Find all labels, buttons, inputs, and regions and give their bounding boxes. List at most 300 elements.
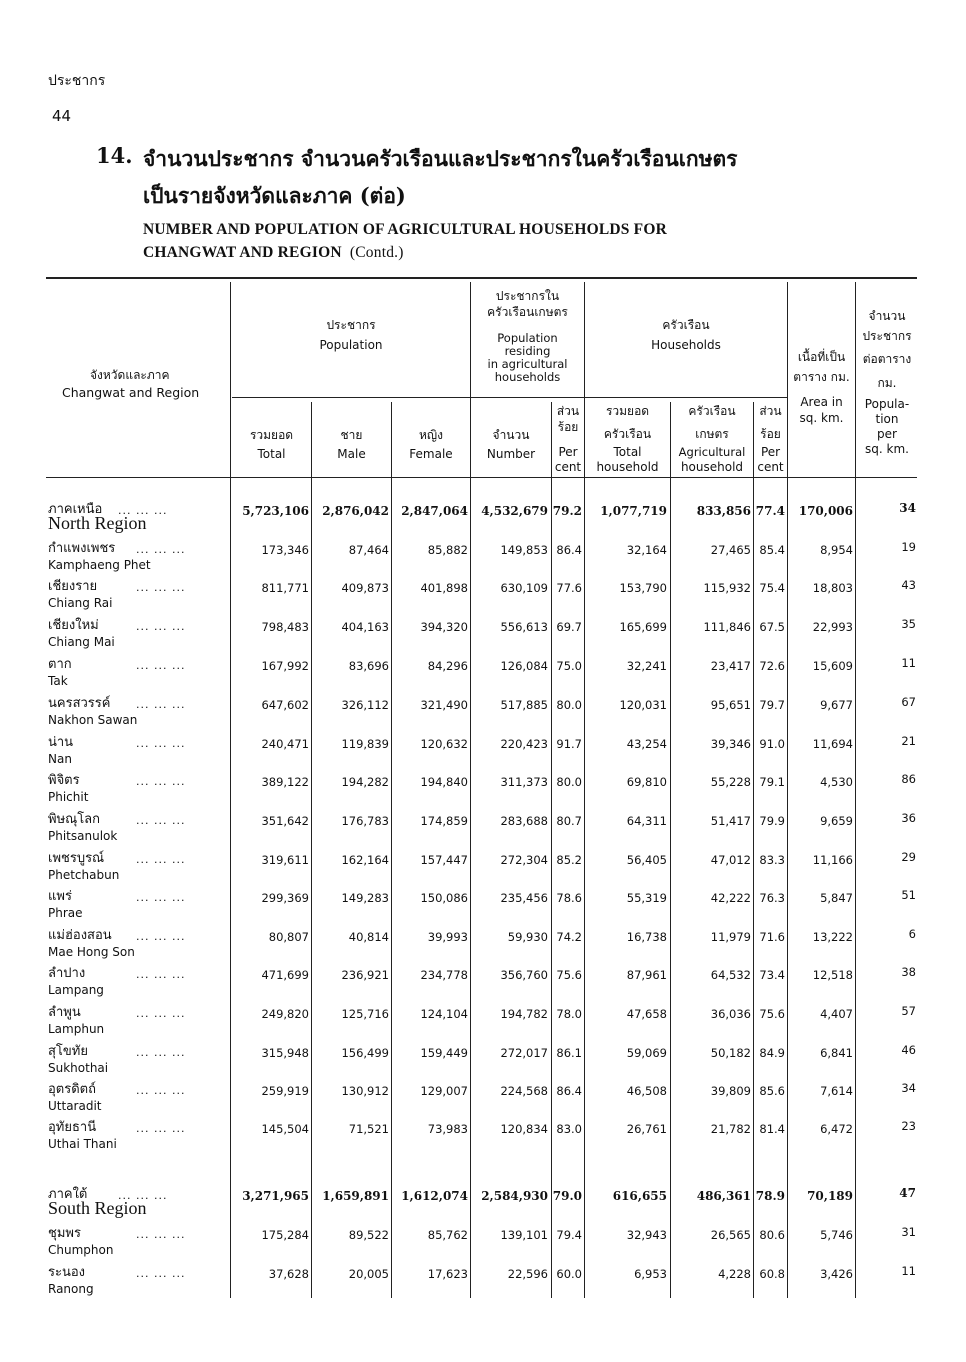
leader-dots: ... ... ... [136,620,186,633]
cell-female: 394,320 [420,620,468,634]
cell-hh-agri: 36,036 [710,1007,751,1021]
col-region-th: จังหวัดและภาค [90,368,170,382]
cell-female: 174,859 [420,814,468,828]
col-female-th: หญิง [419,428,443,442]
cell-hh-pct: 78.9 [755,1189,785,1203]
leader-dots: ... ... ... [136,581,186,594]
cell-total: 37,628 [268,1267,309,1281]
cell-hh-pct: 85.4 [759,543,785,557]
cell-area: 8,954 [820,543,853,557]
cell-density: 46 [901,1043,916,1057]
cell-hh-pct: 84.9 [759,1046,785,1060]
row-name-thai: ชุมพร [48,1226,81,1241]
cell-agri-num: 272,017 [500,1046,548,1060]
row-name-thai: ภาคใต้ [48,1187,88,1202]
cell-total: 240,471 [261,737,309,751]
cell-agri-num: 220,423 [500,737,548,751]
cell-female: 321,490 [420,698,468,712]
row-name-english: Tak [48,674,68,688]
cell-agri-pct: 80.7 [556,814,582,828]
leader-dots: ... ... ... [136,930,186,943]
cell-agri-pct: 60.0 [556,1267,582,1281]
cell-area: 6,472 [820,1122,853,1136]
row-name-thai: ตาก [48,657,72,672]
col-area-th2: ตาราง กม. [793,370,850,384]
cell-total: 80,807 [268,930,309,944]
row-name-thai: พิจิตร [48,773,80,788]
leader-dots: ... ... ... [136,853,186,866]
cell-male: 1,659,891 [322,1189,389,1203]
row-name-english: Chiang Mai [48,635,115,649]
row-name-english: Lampang [48,983,104,997]
cell-hh-agri: 111,846 [703,620,751,634]
row-name-thai: อุทัยธานี [48,1120,97,1135]
cell-hh-pct: 79.9 [759,814,785,828]
col-density-th2: ประชากร [862,329,912,343]
cell-area: 70,189 [807,1189,853,1203]
cell-female: 159,449 [420,1046,468,1060]
col-hhtotal-th1: รวมยอด [605,404,650,418]
section-label: ประชากร [48,73,106,89]
cell-male: 156,499 [341,1046,389,1060]
cell-male: 236,921 [341,968,389,982]
cell-total: 811,771 [261,581,309,595]
cell-agri-num: 22,596 [507,1267,548,1281]
cell-hh-agri: 39,809 [710,1084,751,1098]
row-name-english: Ranong [48,1282,94,1296]
cell-hh-agri: 27,465 [710,543,751,557]
col-divider [311,402,312,1298]
col-hhtotal-th2: ครัวเรือน [603,427,652,441]
col-agripop-th1: ประชากรใน [495,289,560,303]
cell-hh-total: 32,164 [626,543,667,557]
cell-female: 1,612,074 [401,1189,468,1203]
cell-hh-pct: 72.6 [759,659,785,673]
cell-male: 83,696 [348,659,389,673]
cell-male: 409,873 [341,581,389,595]
col-density-en2: tion [875,412,899,426]
cell-hh-pct: 71.6 [759,930,785,944]
cell-hh-total: 46,508 [626,1084,667,1098]
leader-dots: ... ... ... [136,659,186,672]
cell-area: 5,746 [820,1228,853,1242]
col-number-en: Number [486,447,536,461]
cell-hh-pct: 67.5 [759,620,785,634]
row-name-thai: เพชรบูรณ์ [48,851,105,866]
cell-female: 2,847,064 [401,504,468,518]
cell-male: 149,283 [341,891,389,905]
col-area-th1: เนื้อที่เป็น [797,350,846,364]
cell-hh-total: 616,655 [612,1189,667,1203]
row-name-english: Uthai Thani [48,1137,117,1151]
row-name-english: Nakhon Sawan [48,713,138,727]
cell-agri-pct: 80.0 [556,775,582,789]
cell-total: 471,699 [261,968,309,982]
col-hhtotal-en2: household [596,460,659,474]
row-name-thai: กำแพงเพชร [48,541,116,556]
row-name-english: Phichit [48,790,89,804]
cell-hh-pct: 77.4 [755,504,785,518]
cell-female: 124,104 [420,1007,468,1021]
cell-female: 194,840 [420,775,468,789]
cell-density: 51 [901,888,916,902]
cell-area: 7,614 [820,1084,853,1098]
cell-agri-pct: 74.2 [556,930,582,944]
cell-agri-pct: 83.0 [556,1122,582,1136]
leader-dots: ... ... ... [118,1189,168,1202]
cell-agri-num: 272,304 [500,853,548,867]
cell-female: 234,778 [420,968,468,982]
col-region-en: Changwat and Region [62,385,200,400]
cell-agri-pct: 79.4 [556,1228,582,1242]
cell-female: 157,447 [420,853,468,867]
col-male-th: ชาย [340,428,363,442]
col-density-en3: per [877,427,897,441]
col-agripop-en1: Population [497,331,558,345]
cell-agri-num: 224,568 [500,1084,548,1098]
cell-total: 249,820 [261,1007,309,1021]
cell-hh-pct: 83.3 [759,853,785,867]
cell-female: 85,882 [427,543,468,557]
col-agripop-en2: residing [504,344,551,358]
cell-area: 22,993 [812,620,853,634]
row-name-english: South Region [48,1198,147,1218]
cell-density: 35 [901,617,916,631]
cell-female: 73,983 [427,1122,468,1136]
cell-density: 34 [901,1081,916,1095]
col-divider [787,282,788,1298]
row-name-thai: เชียงราย [48,579,98,594]
cell-hh-pct: 91.0 [759,737,785,751]
cell-hh-pct: 80.6 [759,1228,785,1242]
cell-hh-agri: 833,856 [696,504,751,518]
cell-hh-pct: 79.1 [759,775,785,789]
cell-agri-num: 283,688 [500,814,548,828]
cell-area: 4,530 [820,775,853,789]
cell-female: 120,632 [420,737,468,751]
cell-male: 194,282 [341,775,389,789]
cell-agri-pct: 91.7 [556,737,582,751]
cell-density: 21 [901,734,916,748]
page-number: 44 [52,107,72,125]
cell-agri-pct: 79.2 [552,504,582,518]
row-name-english: Phrae [48,906,83,920]
cell-male: 71,521 [348,1122,389,1136]
col-density-en1: Popula- [864,397,910,411]
cell-agri-num: 235,456 [500,891,548,905]
col-male-en: Male [337,447,366,461]
cell-hh-total: 47,658 [626,1007,667,1021]
cell-area: 12,518 [812,968,853,982]
col-divider [753,402,754,1298]
cell-hh-agri: 39,346 [710,737,751,751]
cell-density: 31 [901,1225,916,1239]
leader-dots: ... ... ... [136,968,186,981]
cell-female: 85,762 [427,1228,468,1242]
cell-agri-num: 126,084 [500,659,548,673]
col-female-en: Female [409,447,453,461]
title-en-line2: CHANGWAT AND REGION (Contd.) [143,244,404,261]
col-hhpct-en1: Per [760,445,781,459]
col-agripop-en4: households [494,370,561,384]
row-name-english: Nan [48,752,72,766]
cell-female: 84,296 [427,659,468,673]
cell-male: 326,112 [341,698,389,712]
cell-hh-total: 1,077,719 [600,504,667,518]
cell-total: 299,369 [261,891,309,905]
leader-dots: ... ... ... [136,814,186,827]
cell-agri-num: 149,853 [500,543,548,557]
col-density-th4: กม. [877,376,897,390]
cell-area: 9,677 [820,698,853,712]
cell-agri-num: 311,373 [500,775,548,789]
cell-female: 39,993 [427,930,468,944]
cell-density: 34 [899,501,916,515]
leader-dots: ... ... ... [136,698,186,711]
cell-agri-num: 517,885 [500,698,548,712]
cell-agri-pct: 75.6 [556,968,582,982]
row-name-english: Uttaradit [48,1099,102,1113]
cell-density: 11 [901,1264,916,1278]
row-name-thai: อุตรดิตถ์ [48,1082,96,1097]
cell-agri-num: 194,782 [500,1007,548,1021]
col-households-th: ครัวเรือน [662,318,710,332]
cell-total: 175,284 [261,1228,309,1242]
title-thai-line2: เป็นรายจังหวัดและภาค (ต่อ) [143,183,406,208]
col-area-en2: sq. km. [799,411,844,425]
col-total-en: Total [257,447,286,461]
cell-hh-pct: 75.6 [759,1007,785,1021]
cell-hh-total: 26,761 [626,1122,667,1136]
cell-density: 11 [901,656,916,670]
cell-density: 57 [901,1004,916,1018]
cell-hh-agri: 55,228 [710,775,751,789]
cell-area: 4,407 [820,1007,853,1021]
row-name-english: Chiang Rai [48,596,113,610]
cell-total: 319,611 [261,853,309,867]
cell-area: 11,694 [812,737,853,751]
cell-density: 23 [901,1119,916,1133]
cell-area: 170,006 [798,504,853,518]
cell-hh-total: 120,031 [619,698,667,712]
col-pct-en2: cent [554,460,582,474]
col-hhpct-th1: ส่วน [759,404,782,418]
col-divider [230,282,231,1298]
cell-male: 404,163 [341,620,389,634]
row-name-english: Phitsanulok [48,829,118,843]
cell-hh-pct: 85.6 [759,1084,785,1098]
cell-hh-agri: 51,417 [710,814,751,828]
cell-male: 162,164 [341,853,389,867]
row-name-english: Chumphon [48,1243,114,1257]
cell-male: 20,005 [348,1267,389,1281]
col-number-th: จำนวน [492,428,530,442]
row-name-english: Mae Hong Son [48,945,135,959]
cell-area: 5,847 [820,891,853,905]
cell-agri-num: 139,101 [500,1228,548,1242]
cell-agri-num: 4,532,679 [481,504,548,518]
table-number: 14. [96,143,133,168]
cell-agri-pct: 86.4 [556,1084,582,1098]
col-hhagri-th1: ครัวเรือน [688,404,736,418]
cell-hh-pct: 60.8 [759,1267,785,1281]
cell-hh-agri: 95,651 [710,698,751,712]
cell-agri-pct: 79.0 [552,1189,582,1203]
header-sub-rule [232,397,787,398]
title-en-line1: NUMBER AND POPULATION OF AGRICULTURAL HOUSEHOLDS FOR [143,221,667,238]
col-hhagri-th2: เกษตร [695,427,729,441]
cell-agri-num: 356,760 [500,968,548,982]
col-hhpct-th2: ร้อย [760,427,781,441]
col-divider [391,402,392,1298]
cell-hh-agri: 486,361 [696,1189,751,1203]
leader-dots: ... ... ... [136,775,186,788]
cell-agri-pct: 86.4 [556,543,582,557]
cell-hh-pct: 79.7 [759,698,785,712]
cell-total: 315,948 [261,1046,309,1060]
leader-dots: ... ... ... [136,1228,186,1241]
cell-hh-agri: 4,228 [718,1267,751,1281]
col-area-en1: Area in [800,395,843,409]
cell-agri-pct: 78.0 [556,1007,582,1021]
leader-dots: ... ... ... [136,543,186,556]
cell-hh-total: 87,961 [626,968,667,982]
cell-hh-pct: 73.4 [759,968,785,982]
cell-female: 401,898 [420,581,468,595]
cell-male: 176,783 [341,814,389,828]
cell-total: 647,602 [261,698,309,712]
cell-hh-agri: 115,932 [703,581,751,595]
table-top-rule [46,277,917,279]
row-name-thai: ระนอง [48,1265,86,1280]
cell-density: 67 [901,695,916,709]
cell-density: 36 [901,811,916,825]
cell-male: 119,839 [341,737,389,751]
cell-total: 798,483 [261,620,309,634]
cell-density: 86 [901,772,916,786]
cell-total: 3,271,965 [242,1189,309,1203]
col-pct-en1: Per [558,445,578,459]
cell-agri-pct: 85.2 [556,853,582,867]
title-thai-line1: จำนวนประชากร จำนวนครัวเรือนและประชากรในครัวเรือนเกษตร [143,146,738,171]
cell-total: 5,723,106 [242,504,309,518]
cell-hh-agri: 23,417 [710,659,751,673]
col-pct-th1: ส่วน [556,404,580,418]
cell-area: 6,841 [820,1046,853,1060]
leader-dots: ... ... ... [136,1122,186,1135]
col-hhpct-en2: cent [757,460,784,474]
leader-dots: ... ... ... [136,1007,186,1020]
cell-female: 17,623 [427,1267,468,1281]
leader-dots: ... ... ... [136,891,186,904]
cell-agri-num: 120,834 [500,1122,548,1136]
cell-hh-total: 69,810 [626,775,667,789]
cell-hh-pct: 76.3 [759,891,785,905]
cell-male: 40,814 [348,930,389,944]
cell-hh-total: 165,699 [619,620,667,634]
row-name-thai: น่าน [48,735,74,750]
cell-female: 150,086 [420,891,468,905]
row-name-thai: พิษณุโลก [48,812,101,827]
cell-agri-pct: 69.7 [556,620,582,634]
cell-total: 259,919 [261,1084,309,1098]
leader-dots: ... ... ... [136,1046,186,1059]
row-name-thai: แม่ฮ่องสอน [48,928,112,943]
cell-total: 389,122 [261,775,309,789]
col-hhagri-en2: household [680,460,744,474]
cell-hh-total: 16,738 [626,930,667,944]
cell-agri-num: 556,613 [500,620,548,634]
col-density-th1: จำนวน [868,309,906,323]
col-agripop-th2: ครัวเรือนเกษตร [487,305,568,319]
cell-area: 9,659 [820,814,853,828]
col-hhtotal-en1: Total [613,445,642,459]
cell-hh-total: 55,319 [626,891,667,905]
cell-hh-pct: 81.4 [759,1122,785,1136]
cell-area: 11,166 [812,853,853,867]
leader-dots: ... ... ... [118,504,168,517]
cell-density: 38 [901,965,916,979]
col-density-th3: ต่อตาราง [862,352,912,366]
row-name-thai: เชียงใหม่ [48,618,99,633]
row-name-thai: ลำปาง [48,966,86,981]
cell-agri-pct: 78.6 [556,891,582,905]
row-name-thai: ภาคเหนือ [48,502,103,517]
row-name-english: Sukhothai [48,1061,109,1075]
cell-hh-agri: 26,565 [710,1228,751,1242]
cell-total: 167,992 [261,659,309,673]
cell-male: 2,876,042 [322,504,389,518]
cell-density: 43 [901,578,916,592]
leader-dots: ... ... ... [136,1267,186,1280]
cell-male: 89,522 [348,1228,389,1242]
cell-hh-agri: 11,979 [710,930,751,944]
cell-agri-pct: 77.6 [556,581,582,595]
cell-hh-agri: 21,782 [710,1122,751,1136]
cell-agri-num: 2,584,930 [481,1189,548,1203]
cell-density: 19 [901,540,916,554]
cell-hh-agri: 50,182 [710,1046,751,1060]
cell-hh-total: 153,790 [619,581,667,595]
cell-hh-total: 32,241 [626,659,667,673]
cell-male: 125,716 [341,1007,389,1021]
cell-hh-agri: 47,012 [710,853,751,867]
cell-agri-num: 59,930 [507,930,548,944]
cell-agri-pct: 80.0 [556,698,582,712]
row-name-english: Phetchabun [48,868,120,882]
row-name-english: North Region [48,513,147,533]
cell-total: 145,504 [261,1122,309,1136]
cell-hh-total: 43,254 [626,737,667,751]
cell-hh-total: 59,069 [626,1046,667,1060]
col-pct-th2: ร้อย [557,420,579,434]
cell-hh-total: 6,953 [634,1267,667,1281]
row-name-thai: นครสวรรค์ [48,696,111,711]
col-total-th: รวมยอด [249,428,294,442]
cell-area: 3,426 [820,1267,853,1281]
col-hhagri-en1: Agricultural [678,445,746,459]
cell-hh-agri: 64,532 [710,968,751,982]
col-agripop-en3: in agricultural [487,357,568,371]
cell-total: 351,642 [261,814,309,828]
cell-density: 29 [901,850,916,864]
row-name-thai: ลำพูน [48,1005,81,1020]
cell-area: 18,803 [812,581,853,595]
row-name-english: Lamphun [48,1022,105,1036]
col-density-en4: sq. km. [865,442,909,456]
cell-hh-pct: 75.4 [759,581,785,595]
cell-hh-agri: 42,222 [710,891,751,905]
